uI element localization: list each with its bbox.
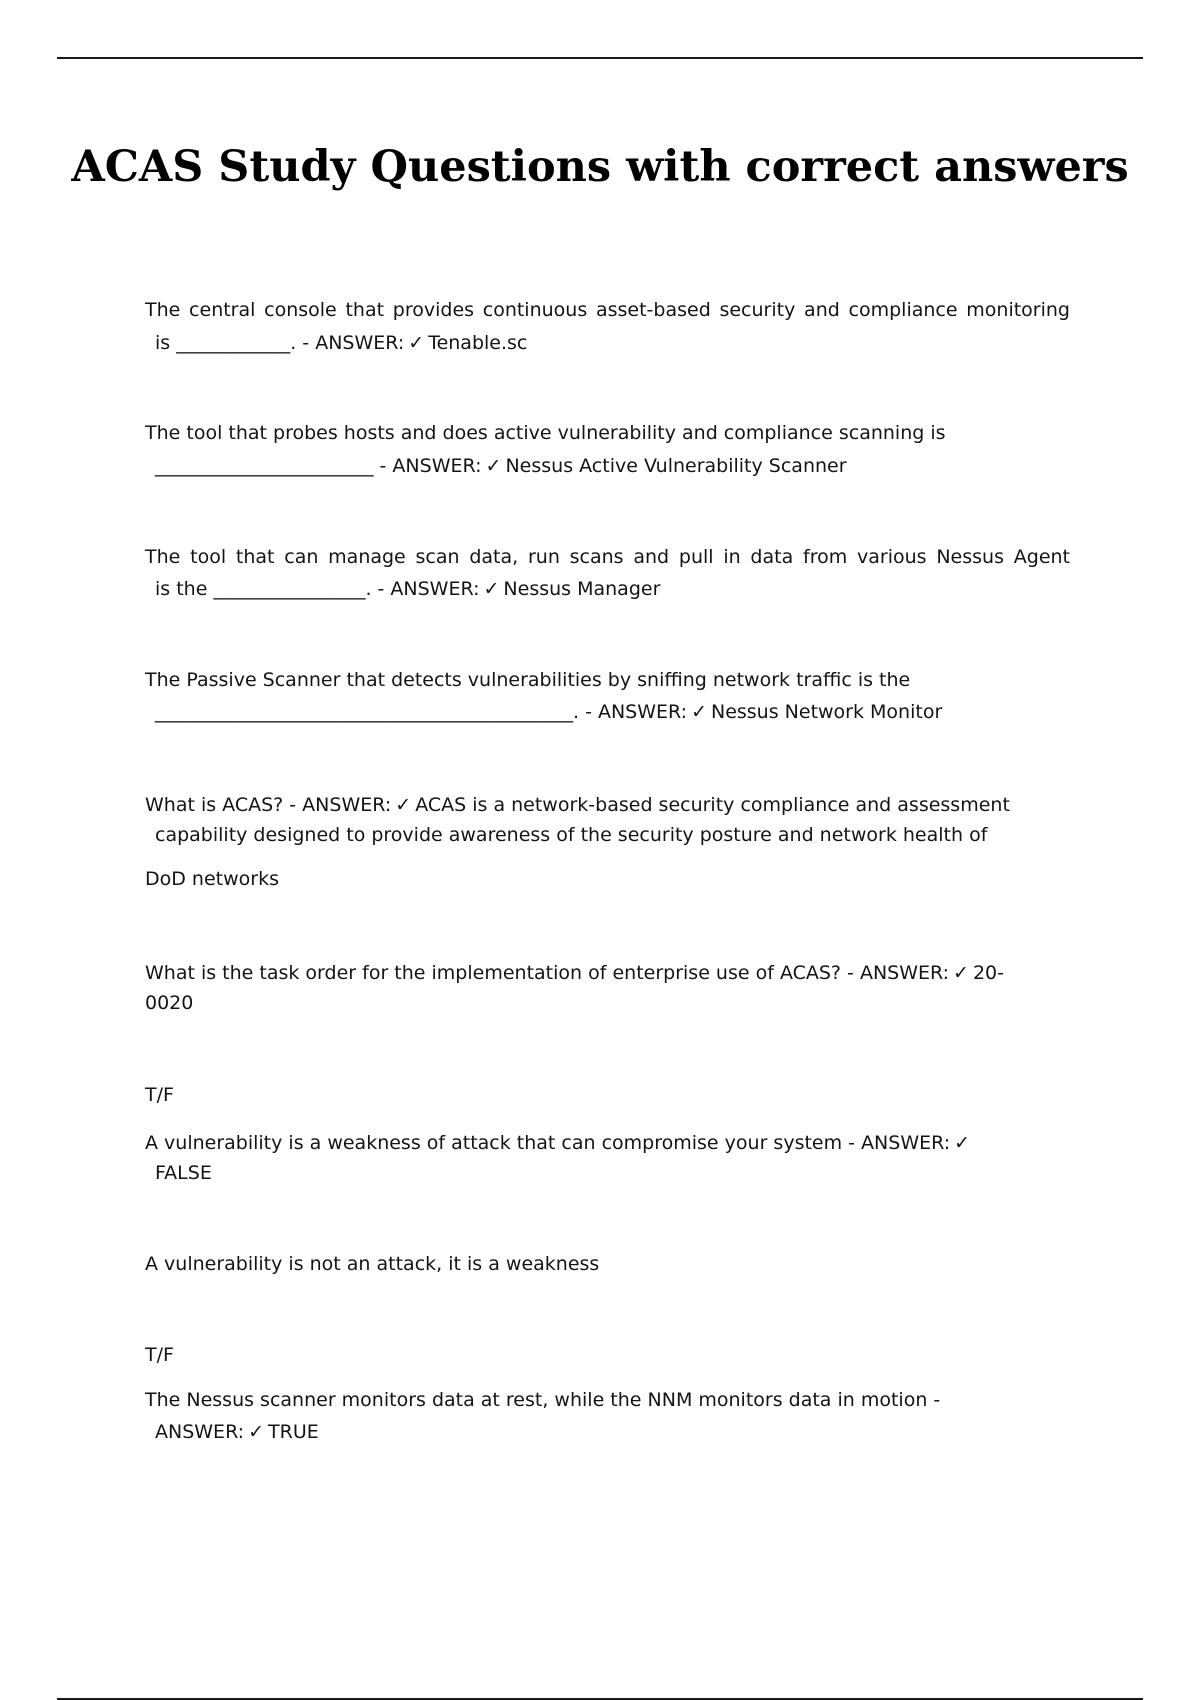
- question-8-line-2: [155, 1420, 319, 1444]
- check-icon: ✓: [408, 332, 425, 354]
- check-icon: ✓: [953, 962, 969, 984]
- question-5-prefix: What is ACAS? - ANSWER:: [145, 794, 392, 816]
- question-3-answer: Nessus Manager: [503, 578, 661, 600]
- question-1-prefix: is ____________. - ANSWER:: [155, 332, 405, 354]
- top-rule: [57, 57, 1143, 59]
- question-8-line-1: The Nessus scanner monitors data at rest, while the NNM monitors data in motion -: [145, 1389, 941, 1411]
- question-8-answer: TRUE: [268, 1421, 319, 1443]
- question-2-answer: Nessus Active Vulnerability Scanner: [505, 455, 847, 477]
- check-icon: ✓: [691, 701, 707, 723]
- question-1-answer: Tenable.sc: [428, 332, 528, 354]
- question-7-line-1: [145, 1131, 974, 1155]
- question-2-prefix: _______________________ - ANSWER:: [155, 455, 482, 477]
- question-4-line-2: [155, 700, 942, 724]
- question-3-line-1: The tool that can manage scan data, run scans and pull in data from various Nessus Agent: [145, 546, 1070, 568]
- question-2-line-1: The tool that probes hosts and does active vulnerability and compliance scanning is: [145, 422, 946, 444]
- question-6-line-2: 0020: [145, 992, 194, 1014]
- question-4-line-1: The Passive Scanner that detects vulnerabilities by sniffing network traffic is the: [145, 669, 911, 691]
- question-7-note: A vulnerability is not an attack, it is a weakness: [145, 1253, 600, 1275]
- question-7-prefix: A vulnerability is a weakness of attack that can compromise your system - ANSWER:: [145, 1132, 951, 1154]
- question-1-line-1: The central console that provides continuous asset-based security and compliance monitoring: [145, 299, 1070, 321]
- question-4-answer: Nessus Network Monitor: [710, 701, 943, 723]
- document-title: ACAS Study Questions with correct answers: [71, 142, 1129, 192]
- check-icon: ✓: [395, 794, 412, 816]
- question-5-line-3: DoD networks: [145, 868, 279, 890]
- question-8-label: T/F: [145, 1344, 174, 1366]
- question-7-label: T/F: [145, 1084, 174, 1106]
- question-5-line-2: capability designed to provide awareness of the security posture and network health of: [155, 824, 988, 846]
- question-4-prefix: ____________________________________________. - ANSWER:: [155, 701, 688, 723]
- question-6-answer-start: 20-: [972, 962, 1004, 984]
- check-icon: ✓: [954, 1132, 971, 1154]
- question-6-line-1: [145, 961, 1004, 985]
- question-5-line-1: [145, 793, 1010, 817]
- question-3-prefix: is the ________________. - ANSWER:: [155, 578, 480, 600]
- question-3-line-2: [155, 577, 660, 601]
- question-5-answer-start: ACAS is a network-based security compliance and assessment: [415, 794, 1010, 816]
- question-1-line-2: [155, 331, 527, 355]
- question-7-answer: FALSE: [155, 1162, 212, 1184]
- question-2-line-2: [155, 454, 847, 478]
- check-icon: ✓: [248, 1421, 265, 1443]
- check-icon: ✓: [483, 578, 500, 600]
- question-6-prefix: What is the task order for the implementation of enterprise use of ACAS? - ANSWER:: [145, 962, 950, 984]
- check-icon: ✓: [485, 455, 502, 477]
- question-8-prefix: ANSWER:: [155, 1421, 245, 1443]
